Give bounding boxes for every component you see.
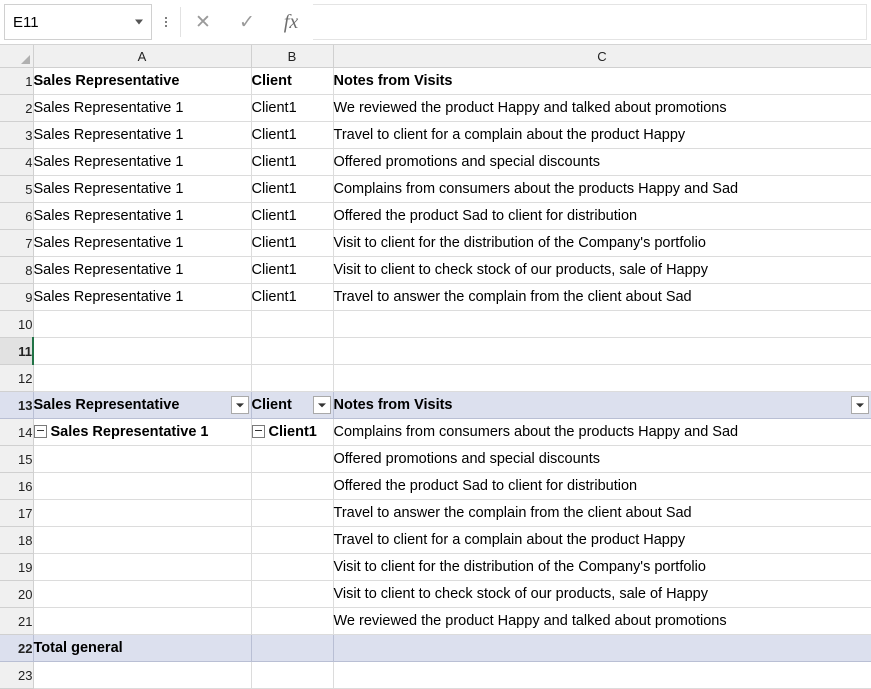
pivot-row [0, 473, 871, 500]
pivot-row [0, 446, 871, 473]
table-row [0, 662, 871, 689]
pivot-header-client[interactable] [251, 392, 333, 419]
pivot-blank-b18[interactable] [251, 527, 333, 554]
name-box[interactable] [4, 4, 152, 40]
pivot-row [0, 500, 871, 527]
cell-c8[interactable]: Visit to client to check stock of our products, sale of Happy [333, 257, 871, 284]
pivot-group-client[interactable] [251, 419, 333, 446]
cell-c7[interactable]: Visit to client for the distribution of the Company's portfolio [333, 230, 871, 257]
row-header[interactable]: 7 [0, 230, 33, 257]
pivot-blank-b21[interactable] [251, 608, 333, 635]
row-header-selected[interactable]: 11 [0, 338, 33, 365]
pivot-row [0, 554, 871, 581]
cell-c9[interactable]: Travel to answer the complain from the client about Sad [333, 284, 871, 311]
collapse-minus-icon[interactable] [34, 425, 47, 438]
row-header[interactable]: 6 [0, 203, 33, 230]
table-row [0, 68, 871, 95]
table-row [0, 149, 871, 176]
cell-b4[interactable]: Client1 [251, 149, 333, 176]
table-row [0, 230, 871, 257]
table-row [0, 338, 871, 365]
pivot-blank-a18[interactable] [33, 527, 251, 554]
cell-b9[interactable]: Client1 [251, 284, 333, 311]
cell-a4[interactable]: Sales Representative 1 [33, 149, 251, 176]
pivot-note-1[interactable]: Offered promotions and special discounts [333, 446, 871, 473]
cell-a1[interactable]: Sales Representative [33, 68, 251, 95]
row-header[interactable]: 15 [0, 446, 33, 473]
filter-dropdown-icon[interactable] [231, 396, 249, 414]
pivot-note-0[interactable]: Complains from consumers about the products Happy and Sad [333, 419, 871, 446]
row-header[interactable]: 22 [0, 635, 33, 662]
pivot-note-7[interactable]: We reviewed the product Happy and talked about promotions [333, 608, 871, 635]
row-header[interactable]: 19 [0, 554, 33, 581]
cell-b8[interactable]: Client1 [251, 257, 333, 284]
filter-dropdown-icon[interactable] [313, 396, 331, 414]
pivot-header-label: Notes from Visits [333, 397, 453, 413]
table-row [0, 284, 871, 311]
pivot-row [0, 419, 871, 446]
column-header-row [0, 45, 871, 68]
cell-c4[interactable]: Offered promotions and special discounts [333, 149, 871, 176]
pivot-client-label: Client1 [268, 424, 317, 440]
row-header[interactable]: 3 [0, 122, 33, 149]
cell-b7[interactable]: Client1 [251, 230, 333, 257]
cell-b11[interactable] [251, 338, 333, 365]
pivot-header-label: Sales Representative [33, 397, 180, 413]
row-header[interactable]: 21 [0, 608, 33, 635]
kebab-dot [165, 25, 167, 27]
pivot-blank-a19[interactable] [33, 554, 251, 581]
cell-b2[interactable]: Client1 [251, 95, 333, 122]
pivot-group-sales-rep[interactable] [33, 419, 251, 446]
table-row [0, 95, 871, 122]
table-row [0, 176, 871, 203]
cell-c3[interactable]: Travel to client for a complain about the product Happy [333, 122, 871, 149]
pivot-row [0, 527, 871, 554]
pivot-note-5[interactable]: Visit to client for the distribution of the Company's portfolio [333, 554, 871, 581]
pivot-group-label: Sales Representative 1 [50, 424, 209, 440]
chevron-down-icon[interactable] [135, 20, 143, 25]
row-header[interactable]: 13 [0, 392, 33, 419]
pivot-blank-a21[interactable] [33, 608, 251, 635]
table-row [0, 203, 871, 230]
cell-b1[interactable]: Client [251, 68, 333, 95]
cell-c5[interactable]: Complains from consumers about the products Happy and Sad [333, 176, 871, 203]
cell-b6[interactable]: Client1 [251, 203, 333, 230]
row-header[interactable]: 20 [0, 581, 33, 608]
cell-a7[interactable]: Sales Representative 1 [33, 230, 251, 257]
cell-b5[interactable]: Client1 [251, 176, 333, 203]
row-header[interactable]: 16 [0, 473, 33, 500]
cell-c6[interactable]: Offered the product Sad to client for distribution [333, 203, 871, 230]
cell-a9[interactable]: Sales Representative 1 [33, 284, 251, 311]
formula-bar [0, 0, 871, 45]
cell-a11[interactable] [33, 338, 251, 365]
pivot-blank-b16[interactable] [251, 473, 333, 500]
row-header[interactable]: 1 [0, 68, 33, 95]
cell-b3[interactable]: Client1 [251, 122, 333, 149]
cell-c12[interactable] [333, 365, 871, 392]
name-box-value: E11 [13, 13, 39, 31]
cell-c2[interactable]: We reviewed the product Happy and talked about promotions [333, 95, 871, 122]
cell-c11[interactable] [333, 338, 871, 365]
select-all-icon[interactable] [0, 45, 33, 68]
pivot-blank-b20[interactable] [251, 581, 333, 608]
table-row [0, 365, 871, 392]
more-options-icon[interactable] [152, 0, 180, 44]
pivot-row [0, 581, 871, 608]
cell-c10[interactable] [333, 311, 871, 338]
cell-a10[interactable] [33, 311, 251, 338]
confirm-formula-icon[interactable]: ✓ [239, 11, 255, 33]
row-header[interactable]: 12 [0, 365, 33, 392]
row-header[interactable]: 4 [0, 149, 33, 176]
pivot-header-label: Client [251, 397, 292, 413]
cell-c23[interactable] [333, 662, 871, 689]
cell-a2[interactable]: Sales Representative 1 [33, 95, 251, 122]
cancel-formula-icon[interactable]: ✕ [195, 11, 211, 33]
row-header[interactable]: 10 [0, 311, 33, 338]
insert-function-icon[interactable]: fx [283, 10, 299, 33]
pivot-row [0, 608, 871, 635]
cell-a5[interactable]: Sales Representative 1 [33, 176, 251, 203]
pivot-note-3[interactable]: Travel to answer the complain from the client about Sad [333, 500, 871, 527]
row-header[interactable]: 14 [0, 419, 33, 446]
kebab-dot [165, 21, 167, 23]
pivot-total-row [0, 635, 871, 662]
row-header[interactable]: 8 [0, 257, 33, 284]
filter-dropdown-icon[interactable] [851, 396, 869, 414]
pivot-header-sales-rep[interactable] [33, 392, 251, 419]
pivot-total-label[interactable]: Total general [33, 635, 251, 662]
row-header[interactable]: 23 [0, 662, 33, 689]
pivot-blank-a20[interactable] [33, 581, 251, 608]
pivot-blank-a15[interactable] [33, 446, 251, 473]
row-header[interactable]: 2 [0, 95, 33, 122]
pivot-note-4[interactable]: Travel to client for a complain about the product Happy [333, 527, 871, 554]
table-row [0, 257, 871, 284]
cell-b12[interactable] [251, 365, 333, 392]
pivot-blank-a17[interactable] [33, 500, 251, 527]
pivot-blank-b19[interactable] [251, 554, 333, 581]
cell-a23[interactable] [33, 662, 251, 689]
column-header-b[interactable]: B [251, 45, 333, 68]
pivot-blank-b15[interactable] [251, 446, 333, 473]
cell-c1[interactable]: Notes from Visits [333, 68, 871, 95]
pivot-blank-b17[interactable] [251, 500, 333, 527]
kebab-dot [165, 17, 167, 19]
cell-a6[interactable]: Sales Representative 1 [33, 203, 251, 230]
cell-a8[interactable]: Sales Representative 1 [33, 257, 251, 284]
cell-b23[interactable] [251, 662, 333, 689]
formula-input[interactable] [313, 4, 867, 40]
cell-a3[interactable]: Sales Representative 1 [33, 122, 251, 149]
pivot-note-2[interactable]: Offered the product Sad to client for distribution [333, 473, 871, 500]
pivot-note-6[interactable]: Visit to client to check stock of our products, sale of Happy [333, 581, 871, 608]
pivot-total-client[interactable] [251, 635, 333, 662]
pivot-blank-a16[interactable] [33, 473, 251, 500]
table-row [0, 122, 871, 149]
row-header[interactable]: 5 [0, 176, 33, 203]
collapse-minus-icon[interactable] [252, 425, 265, 438]
row-header[interactable]: 18 [0, 527, 33, 554]
cell-a12[interactable] [33, 365, 251, 392]
row-header[interactable]: 9 [0, 284, 33, 311]
row-header[interactable]: 17 [0, 500, 33, 527]
pivot-header-notes[interactable] [333, 392, 871, 419]
table-row [0, 311, 871, 338]
spreadsheet-grid[interactable] [0, 45, 871, 689]
column-header-a[interactable]: A [33, 45, 251, 68]
cell-b10[interactable] [251, 311, 333, 338]
pivot-total-notes[interactable] [333, 635, 871, 662]
pivot-header-row [0, 392, 871, 419]
column-header-c[interactable]: C [333, 45, 871, 68]
